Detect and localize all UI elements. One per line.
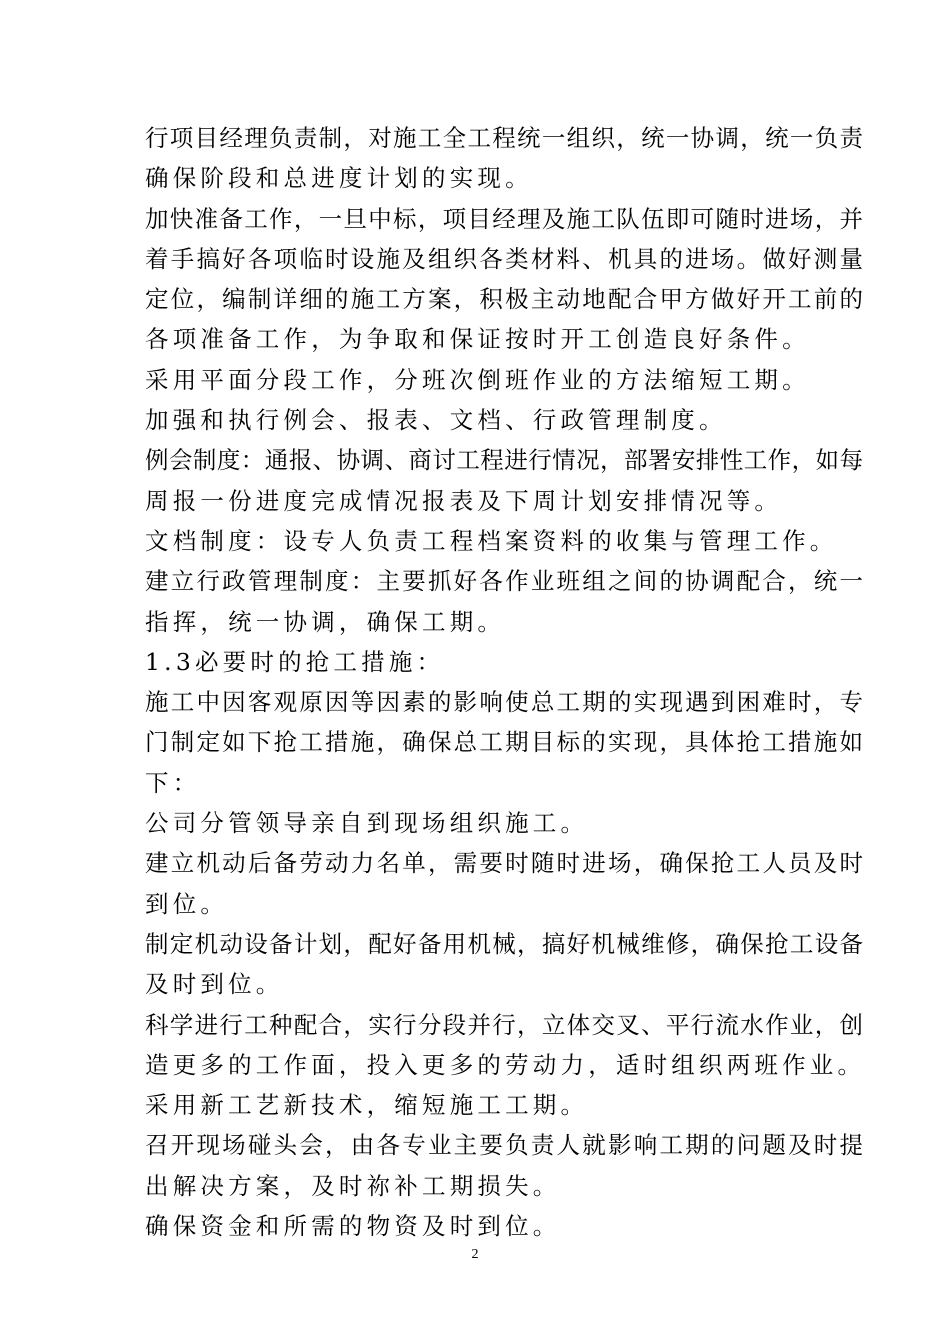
text-line: 采用新工艺新技术，缩短施工工期。 — [145, 1091, 589, 1120]
text-line: 例会制度：通报、协调、商讨工程进行情况，部署安排性工作，如每 — [145, 446, 863, 475]
page-number: 2 — [471, 1247, 479, 1262]
section-heading: 1.3必要时的抢工措施： — [145, 647, 445, 676]
paragraph-rush-intro — [145, 682, 863, 803]
text-line: 加强和执行例会、报表、文档、行政管理制度。 — [145, 406, 727, 435]
text-line: 建立机动后备劳动力名单，需要时随时进场，确保抢工人员及时 — [145, 849, 863, 878]
text-line: 各项准备工作，为争取和保证按时开工创造良好条件。 — [145, 325, 810, 354]
text-line: 确保资金和所需的物资及时到位。 — [145, 1212, 561, 1241]
text-line: 及时到位。 — [145, 970, 284, 999]
text-line: 公司分管领导亲自到现场组织施工。 — [145, 809, 589, 838]
text-line: 造更多的工作面，投入更多的劳动力，适时组织两班作业。 — [145, 1050, 866, 1079]
paragraph-site-meetings — [145, 1125, 863, 1206]
text-line: 文档制度：设专人负责工程档案资料的收集与管理工作。 — [145, 526, 838, 555]
text-line: 加快准备工作，一旦中标，项目经理及施工队伍即可随时进场，并 — [145, 204, 863, 233]
paragraph-segmented-work — [145, 360, 863, 400]
text-line: 科学进行工种配合，实行分段并行，立体交叉、平行流水作业，创 — [145, 1010, 863, 1039]
text-line: 采用平面分段工作，分班次倒班作业的方法缩短工期。 — [145, 365, 810, 394]
text-line: 到位。 — [145, 889, 229, 918]
paragraph-trade-coordination — [145, 1005, 866, 1086]
text-line: 施工中因客观原因等因素的影响使总工期的实现遇到困难时，专 — [145, 688, 863, 717]
paragraph-project-manager-responsibility — [145, 118, 863, 199]
paragraph-accelerate-preparation — [145, 199, 863, 360]
text-line: 制定机动设备计划，配好备用机械，搞好机械维修，确保抢工设备 — [145, 929, 863, 958]
paragraph-leadership-onsite — [145, 803, 863, 843]
paragraph-document-system — [145, 521, 863, 561]
paragraph-equipment-plan — [145, 924, 863, 1005]
paragraph-meeting-system — [145, 440, 863, 521]
text-line: 确保阶段和总进度计划的实现。 — [145, 164, 533, 193]
text-line: 建立行政管理制度：主要抓好各作业班组之间的协调配合，统一 — [145, 567, 863, 596]
text-line: 周报一份进度完成情况报表及下周计划安排情况等。 — [145, 486, 783, 515]
text-line: 出解决方案，及时祢补工期损失。 — [145, 1171, 561, 1200]
text-line: 行项目经理负责制，对施工全工程统一组织，统一协调，统一负责 — [145, 124, 863, 152]
document-body — [145, 118, 866, 1246]
text-line: 定位，编制详细的施工方案，积极主动地配合甲方做好开工前的 — [145, 285, 863, 314]
paragraph-management-systems — [145, 400, 863, 440]
paragraph-new-technology — [145, 1085, 863, 1125]
text-line: 着手搞好各项临时设施及组织各类材料、机具的进场。做好测量 — [145, 244, 863, 273]
paragraph-administrative-system — [145, 561, 863, 642]
paragraph-funds-materials — [145, 1206, 863, 1246]
text-line: 门制定如下抢工措施，确保总工期目标的实现，具体抢工措施如 — [145, 728, 863, 757]
text-line: 下： — [145, 768, 201, 797]
paragraph-backup-labor — [145, 843, 863, 924]
text-line: 指挥，统一协调，确保工期。 — [145, 607, 506, 636]
text-line: 召开现场碰头会，由各专业主要负责人就影响工期的问题及时提 — [145, 1131, 863, 1160]
section-heading-rush-measures — [145, 642, 863, 682]
